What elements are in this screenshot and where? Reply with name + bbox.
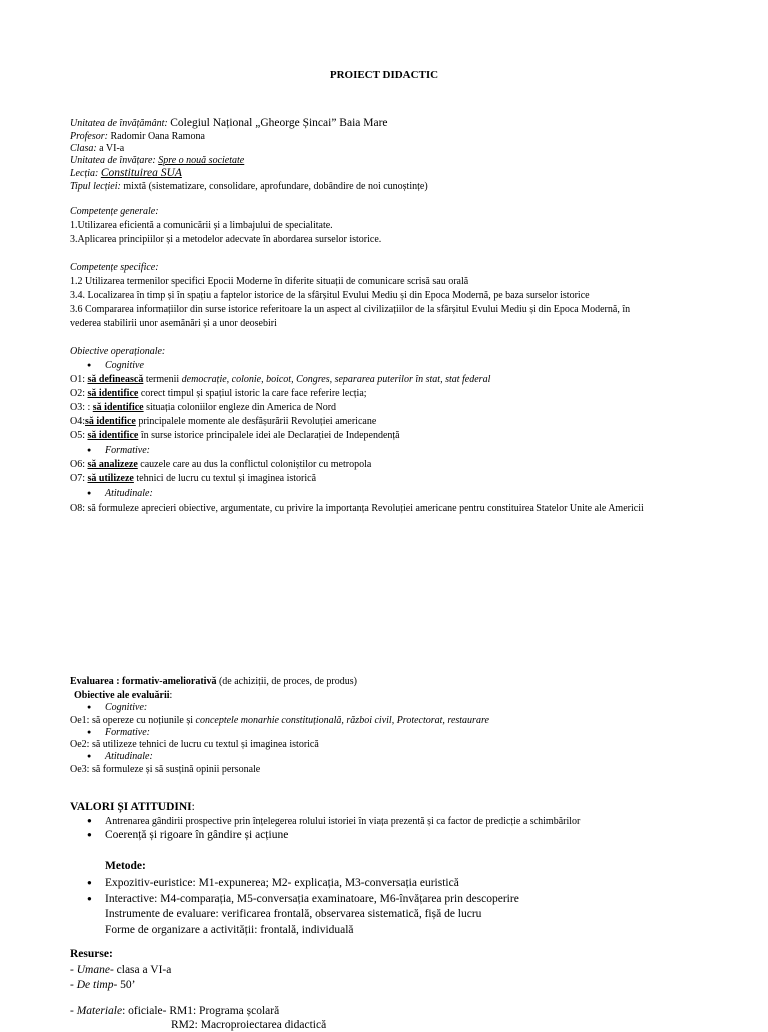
objective-text: tehnici de lucru cu textul și imaginea istorică <box>133 473 317 484</box>
objective-o3 <box>70 401 336 414</box>
objective-o7 <box>70 472 316 485</box>
objective-o6 <box>70 458 371 471</box>
colon: : <box>191 801 195 813</box>
values-item: Coerență și rigoare în gândire și acțiune <box>105 829 289 841</box>
resources-heading: Resurse: <box>70 948 113 960</box>
values-item: Antrenarea gândirii prospective prin înțelegerea rolului istoriei în viața prezentă și ca factor de predicție a schimbărilor <box>105 816 581 827</box>
specific-competence-item: 3.4. Localizarea în timp și în spațiu a faptelor istorice de la sfârșitul Evului Mediu și din Epoca Modernă, pe baza surselor istorice <box>70 290 590 301</box>
objective-text: Oe1: să opereze cu noțiunile și <box>70 715 196 726</box>
methods-heading: Metode: <box>105 860 146 872</box>
objective-terms: democrație, colonie, boicot, Congres, separarea puterilor în stat, stat federal <box>181 374 491 385</box>
resource-value: : oficiale- RM1: Programa școlară <box>122 1005 280 1017</box>
objective-text: corect timpul și spațiul istoric la care face referire lecția; <box>138 388 367 399</box>
objective-verb: să analizeze <box>87 459 138 470</box>
formative-subheading: Formative: <box>105 445 150 456</box>
objective-code: O4: <box>70 416 85 427</box>
evaluation-heading <box>70 675 357 688</box>
bullet-icon: ● <box>87 752 92 760</box>
evaluation-attitudinal-subheading: Atitudinale: <box>105 751 153 762</box>
class-value: a VI-a <box>99 143 125 154</box>
resource-label: Materiale <box>76 1005 123 1017</box>
bullet-icon: ● <box>87 816 92 825</box>
objective-verb: să identifice <box>87 388 139 399</box>
bullet-icon: ● <box>87 489 92 497</box>
specific-competences-heading: Competențe specifice: <box>70 262 159 273</box>
lesson-type-label: Tipul lecției: <box>70 181 121 192</box>
document-title: PROIECT DIDACTIC <box>329 69 439 81</box>
objective-verb: să identifice <box>85 416 136 427</box>
objective-o5 <box>70 429 400 442</box>
objective-verb: să utilizeze <box>87 473 134 484</box>
resource-rm2: RM2: Macroproiectarea didactică <box>171 1019 327 1031</box>
general-competences-heading: Competențe generale: <box>70 206 159 217</box>
evaluation-objective-oe3: Oe3: să formuleze și să susțină opinii personale <box>70 764 261 775</box>
objective-text: termenii <box>143 374 182 385</box>
evaluation-formative-subheading: Formative: <box>105 727 150 738</box>
objective-code: O6: <box>70 459 88 470</box>
bullet-icon: ● <box>87 728 92 736</box>
evaluation-heading-bold: Evaluarea : formativ-ameliorativă <box>70 676 217 687</box>
objective-code: O7: <box>70 473 88 484</box>
objective-verb: să identifice <box>87 430 139 441</box>
general-competence-item: 1.Utilizarea eficientă a comunicării și a limbajului de specialitate. <box>70 220 333 231</box>
specific-competence-item: 1.2 Utilizarea termenilor specifici Epocii Moderne în diferite situații de comunicare scrisă sau orală <box>70 276 469 287</box>
objective-o2 <box>70 387 367 400</box>
lesson-line <box>70 166 182 180</box>
objective-terms: conceptele monarhie constituțională, război civil, Protectorat, restaurare <box>195 715 489 726</box>
objective-text: principalele momente ale desfășurării Revoluției americane <box>135 416 377 427</box>
objective-code: O3: : <box>70 402 93 413</box>
evaluation-objective-oe2: Oe2: să utilizeze tehnici de lucru cu textul și imaginea istorică <box>70 739 319 750</box>
unit-line <box>70 116 388 130</box>
objective-o4 <box>70 415 376 428</box>
operational-objectives-heading: Obiective operaționale: <box>70 346 166 357</box>
unit-value: Colegiul Național „Gheorge Șincai” Baia Mare <box>170 117 388 129</box>
learning-unit-label: Unitatea de învățare: <box>70 155 156 166</box>
specific-competence-item: vederea stabilirii unor asemănări și a unor deosebiri <box>70 318 277 329</box>
bullet-icon: ● <box>87 703 92 711</box>
values-heading-label: VALORI ȘI ATITUDINI <box>70 801 192 813</box>
resource-label: De timp <box>76 979 114 991</box>
class-label: Clasa: <box>70 143 97 154</box>
unit-label: Unitatea de învățământ: <box>70 118 168 129</box>
resource-time: - De timp- 50’ <box>70 979 136 991</box>
objective-code: O2: <box>70 388 88 399</box>
learning-unit-value: Spre o nouă societate <box>158 155 245 166</box>
objective-text: situația coloniilor engleze din America de Nord <box>143 402 337 413</box>
objective-code: O5: <box>70 430 88 441</box>
methods-item: Expozitiv-euristice: M1-expunerea; M2- explicația, M3-conversația euristică <box>105 877 459 889</box>
methods-item: Interactive: M4-comparația, M5-conversația examinatoare, M6-învățarea prin descoperire <box>105 893 519 905</box>
teacher-value: Radomir Oana Ramona <box>110 131 205 142</box>
objective-text: cauzele care au dus la conflictul coloniștilor cu metropola <box>137 459 372 470</box>
objective-code: O1: <box>70 374 88 385</box>
objective-o8: O8: să formuleze aprecieri obiective, argumentate, cu privire la importanța Revoluției americane pentru constituirea Statelor Unite ale Americii <box>70 503 644 514</box>
resource-value: - 50’ <box>113 979 136 991</box>
attitudinal-subheading: Atitudinale: <box>105 488 153 499</box>
general-competence-item: 3.Aplicarea principiilor și a metodelor adecvate în abordarea surselor istorice. <box>70 234 382 245</box>
bullet-icon: ● <box>87 878 92 887</box>
lesson-type-value: mixtă (sistematizare, consolidare, aprofundare, dobândire de noi cunoștințe) <box>123 181 428 192</box>
cognitive-subheading: Cognitive <box>105 360 144 371</box>
resource-material: - Materiale: oficiale- RM1: Programa școlară <box>70 1005 280 1017</box>
bullet-icon: ● <box>87 894 92 903</box>
teacher-label: Profesor: <box>70 131 108 142</box>
bullet-icon: ● <box>87 830 92 839</box>
objective-text: în surse istorice principalele idei ale Declarației de Independență <box>138 430 400 441</box>
resource-human: - Umane- clasa a VI-a <box>70 964 172 976</box>
objective-o1 <box>70 373 490 386</box>
values-heading <box>70 800 195 814</box>
evaluation-objectives-label: Obiective ale evaluării <box>74 690 170 701</box>
lesson-label: Lecția: <box>70 168 99 179</box>
bullet-icon: ● <box>87 361 92 369</box>
evaluation-heading-rest: (de achiziții, de proces, de produs) <box>216 676 357 687</box>
resource-value: - clasa a VI-a <box>109 964 172 976</box>
evaluation-tools: Instrumente de evaluare: verificarea frontală, observarea sistematică, fișă de lucru <box>105 908 482 920</box>
activity-organization: Forme de organizare a activității: frontală, individuală <box>105 924 354 936</box>
objective-verb: să definească <box>87 374 144 385</box>
bullet-icon: ● <box>87 446 92 454</box>
objective-verb: să identifice <box>92 402 144 413</box>
lesson-type-line <box>70 180 428 193</box>
lesson-value: Constituirea SUA <box>100 167 182 179</box>
evaluation-cognitive-subheading: Cognitive: <box>105 702 148 713</box>
resource-label: Umane <box>76 964 110 976</box>
colon: : <box>169 690 173 701</box>
specific-competence-item: 3.6 Compararea informațiilor din surse istorice referitoare la un aspect al civilizațiilor de la sfârșitul Evului Mediu și din Epoca Modernă, în <box>70 304 631 315</box>
